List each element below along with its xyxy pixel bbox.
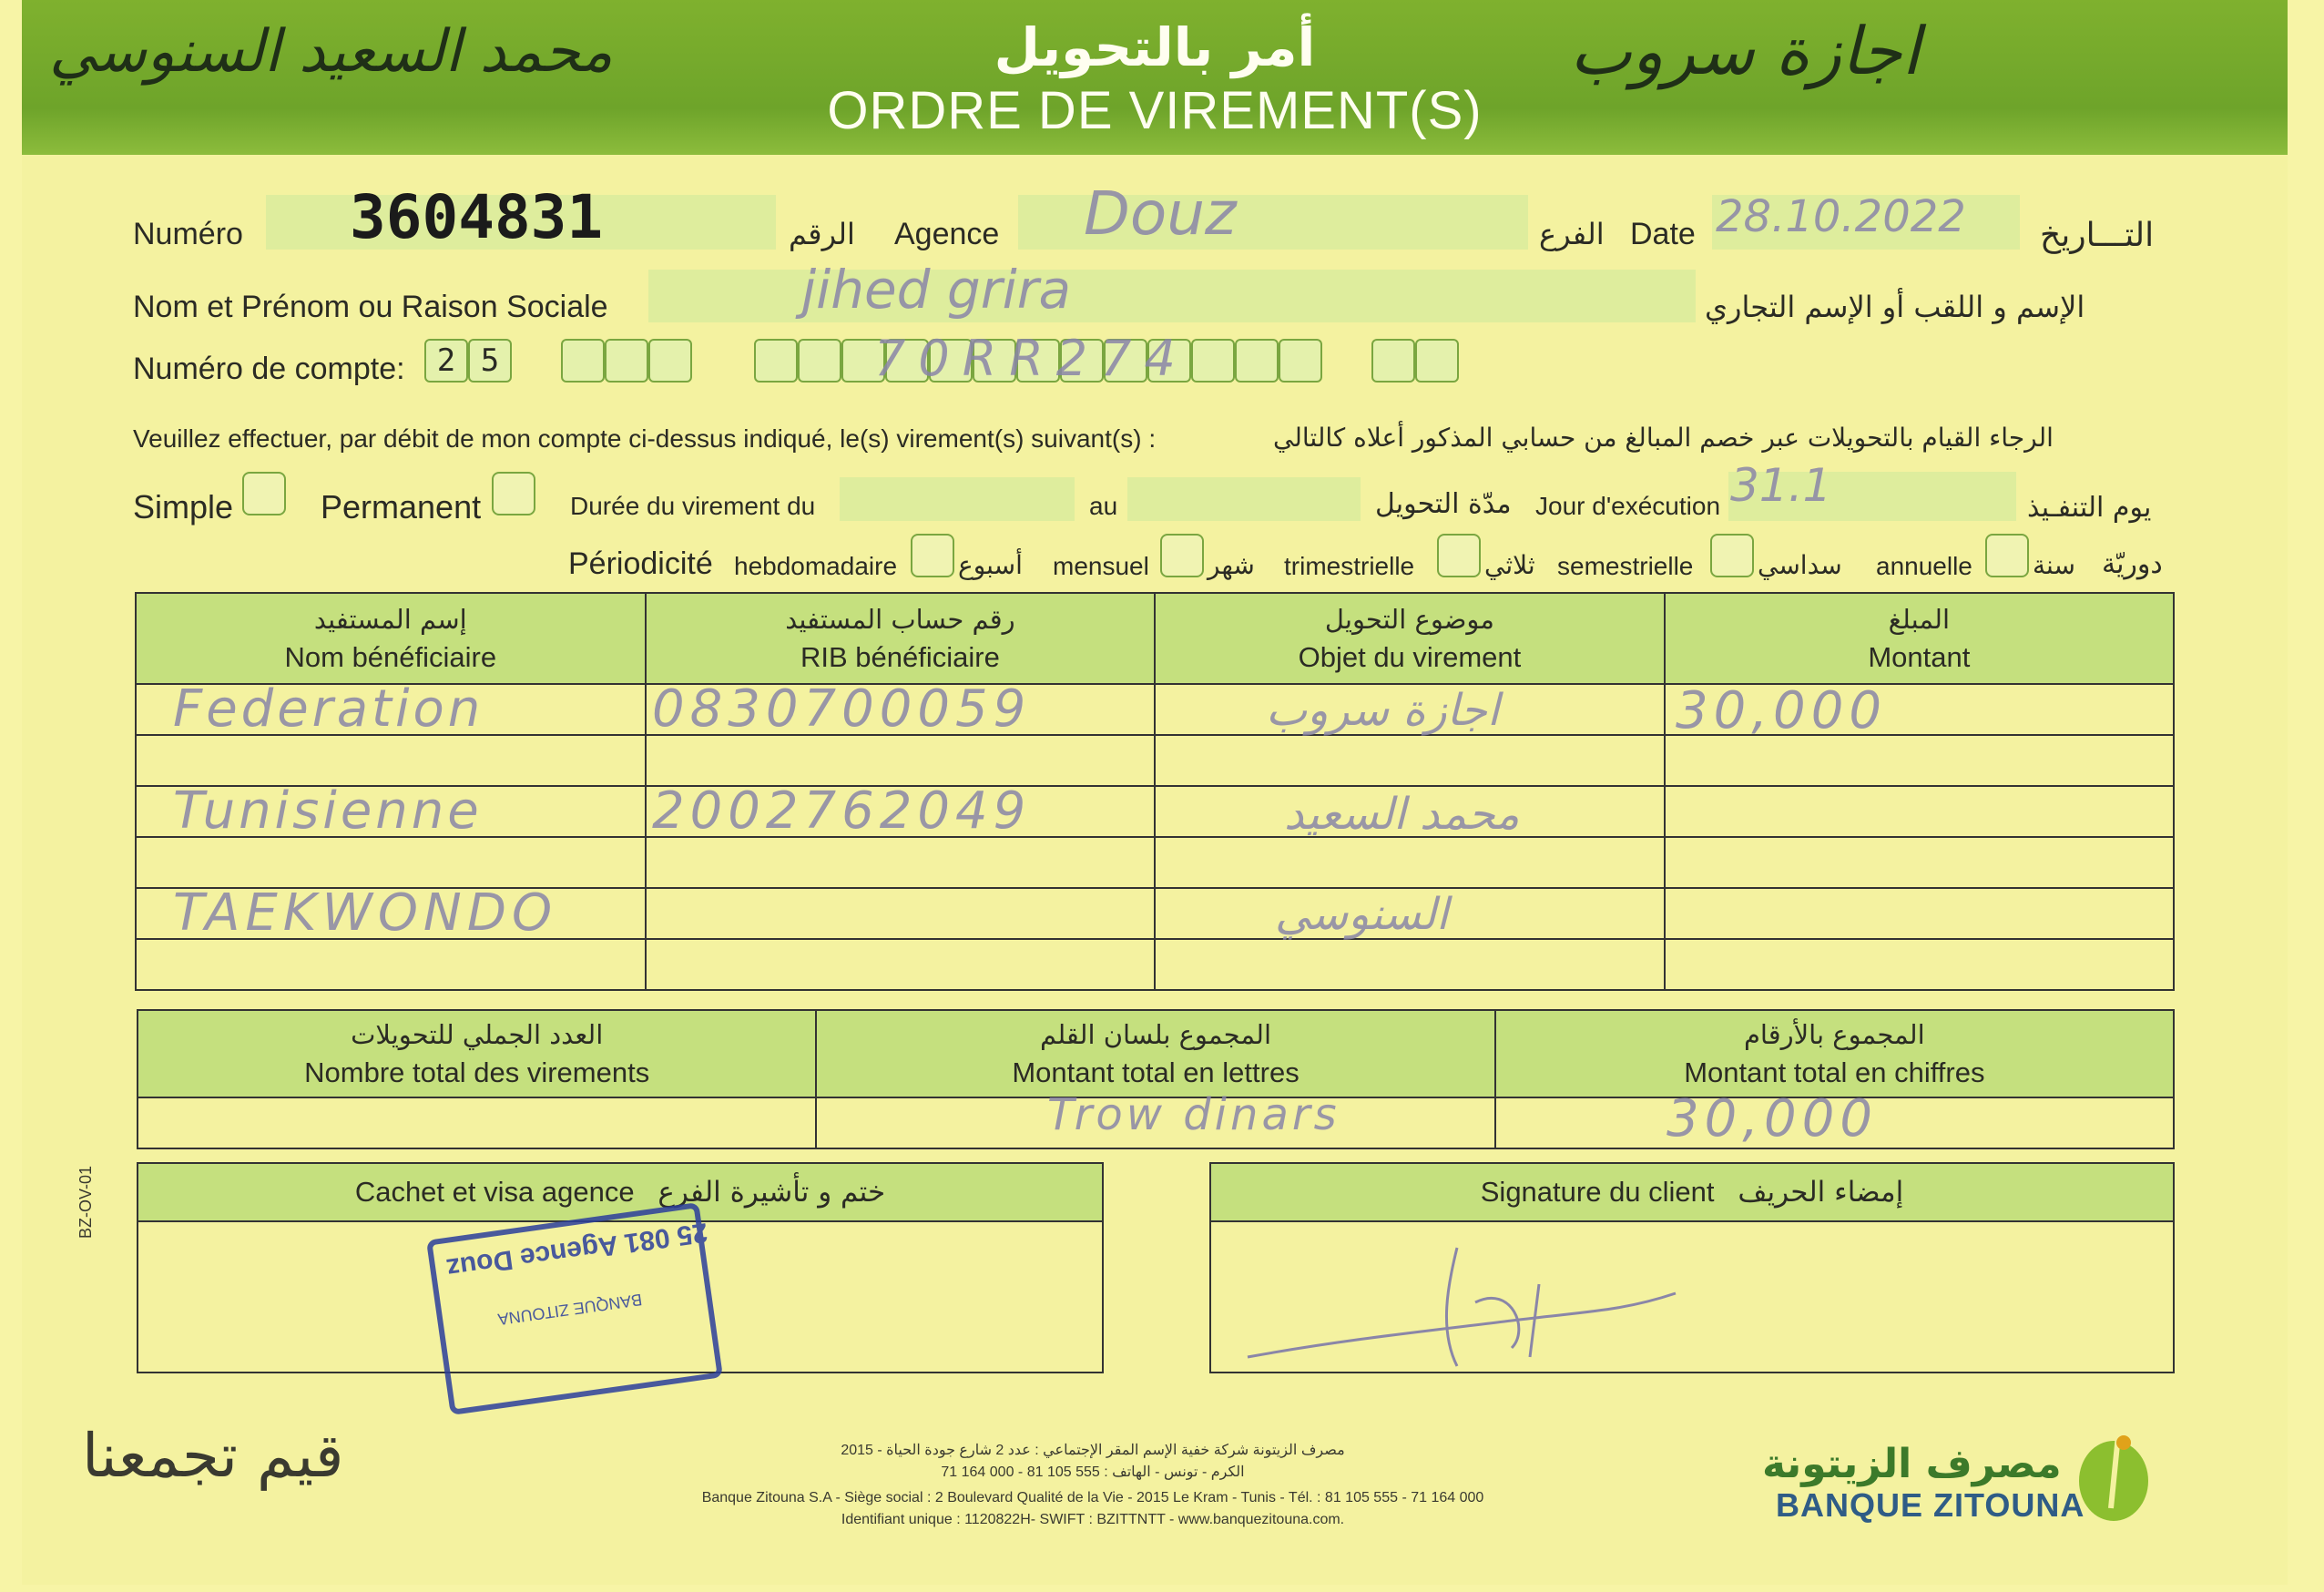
- col-header-objet: [1155, 593, 1664, 684]
- form-code: BZ-OV-01: [76, 1165, 95, 1239]
- compte-digit-19[interactable]: [1371, 339, 1415, 383]
- title-french: ORDRE DE VIREMENT(S): [827, 81, 1483, 140]
- compte-digit-3[interactable]: [561, 339, 605, 383]
- duree-from-field[interactable]: [840, 477, 1075, 521]
- cell[interactable]: [1665, 735, 2174, 786]
- tarikh-label-ar: التـــاريخ: [2040, 217, 2155, 254]
- signature-label-fr: Signature du client: [1480, 1176, 1715, 1208]
- nom-handwritten: jihed grira: [801, 259, 1072, 321]
- dawriya-label-ar: دوريّة: [2102, 548, 2163, 580]
- cachet-label-fr: Cachet et visa agence: [354, 1176, 635, 1208]
- rib-line-2: 2002762049: [652, 781, 1032, 841]
- mensuel-label-ar: شهر: [1208, 550, 1255, 580]
- trim-label: trimestrielle: [1284, 552, 1415, 580]
- title-arabic: أمر بالتحويل: [994, 16, 1316, 78]
- fara-label-ar: الفرع: [1539, 217, 1605, 251]
- agence-handwritten: Douz: [1084, 179, 1237, 249]
- cell[interactable]: [1665, 939, 2174, 990]
- simple-label: Simple: [133, 488, 234, 526]
- rib-line-1: 0830700059: [652, 679, 1032, 739]
- date-label: Date: [1630, 217, 1696, 251]
- jour-exec-label: Jour d'exécution: [1535, 492, 1721, 520]
- numero-value: 3604831: [350, 182, 604, 252]
- annuelle-label-ar: سنة: [2033, 550, 2075, 580]
- form-header: [22, 0, 2288, 155]
- cell[interactable]: [136, 837, 646, 888]
- compte-handwritten: 70RR274: [874, 330, 1188, 387]
- objet-line-1: اجازة سروب: [1266, 685, 1500, 736]
- cell[interactable]: [136, 939, 646, 990]
- compte-digit-17[interactable]: [1235, 339, 1279, 383]
- annuelle-checkbox[interactable]: [1985, 534, 2029, 577]
- total-digits-handwritten: 30,000: [1667, 1089, 1878, 1148]
- brand-name-fr: BANQUE ZITOUNA: [1776, 1486, 2085, 1524]
- sem-label: semestrielle: [1557, 552, 1694, 580]
- total-letters-header-ar: المجموع بلسان القلم: [1040, 1019, 1272, 1050]
- cell[interactable]: [646, 939, 1156, 990]
- agence-label: Agence: [894, 217, 1000, 251]
- slogan-calligraphy: قيم تجمعنا: [82, 1421, 344, 1491]
- instruction-fr: Veuillez effectuer, par débit de mon compte ci-dessus indiqué, le(s) virement(s) suivant(s) :: [133, 424, 1157, 453]
- yawm-label-ar: يوم التنفـيذ: [2027, 492, 2152, 524]
- compte-digit-6[interactable]: [754, 339, 798, 383]
- cell[interactable]: [646, 837, 1156, 888]
- table-row: [136, 939, 2174, 990]
- brand-name-ar: مصرف الزيتونة: [1762, 1441, 2062, 1487]
- cell[interactable]: [646, 888, 1156, 939]
- trim-label-ar: ثلاثي: [1484, 550, 1535, 580]
- permanent-checkbox[interactable]: [492, 472, 535, 515]
- simple-checkbox[interactable]: [242, 472, 286, 515]
- signature-label-ar: إمضاء الحريف: [1738, 1176, 1904, 1209]
- sem-label-ar: سداسي: [1758, 550, 1842, 580]
- table-row: [136, 735, 2174, 786]
- mensuel-label: mensuel: [1053, 552, 1149, 580]
- cell[interactable]: [1665, 837, 2174, 888]
- cachet-label-ar: ختم و تأشيرة الفرع: [657, 1176, 886, 1209]
- numero-label: Numéro: [133, 217, 243, 251]
- beneficiary-line-2: Tunisienne: [173, 781, 483, 841]
- col-header-nom-ar: إسم المستفيد: [313, 604, 467, 635]
- compte-digit-18[interactable]: [1279, 339, 1322, 383]
- col-header-rib-fr: RIB bénéficiaire: [800, 641, 1000, 673]
- nom-label: Nom et Prénom ou Raison Sociale: [133, 290, 608, 324]
- cell[interactable]: [1665, 786, 2174, 837]
- total-count-cell[interactable]: [138, 1097, 816, 1148]
- compte-digit-20[interactable]: [1415, 339, 1459, 383]
- jour-exec-handwritten: 31.1: [1730, 459, 1832, 512]
- total-count-header-ar: العدد الجملي للتحويلات: [351, 1019, 604, 1050]
- date-handwritten: 28.10.2022: [1716, 191, 1966, 242]
- col-header-rib: [646, 593, 1156, 684]
- total-digits-header-ar: المجموع بالأرقام: [1743, 1019, 1925, 1050]
- col-header-montant-fr: Montant: [1868, 641, 1971, 673]
- montant-line-1: 30,000: [1676, 681, 1887, 740]
- compte-digit-2-value: 5: [480, 342, 500, 379]
- cell[interactable]: [646, 735, 1156, 786]
- table-row: [136, 837, 2174, 888]
- signature-header: [1210, 1163, 2174, 1221]
- instruction-ar: الرجاء القيام بالتحويلات عبر خصم المبالغ من حسابي المذكور أعلاه كالتالي: [1273, 423, 2054, 453]
- cell[interactable]: [1665, 888, 2174, 939]
- footer-fr-line-1: Banque Zitouna S.A - Siège social : 2 Boulevard Qualité de la Vie - 2015 Le Kram - Tunis - Tél. : 81 105 555 - 71 164 000: [701, 1490, 1484, 1505]
- handwritten-note-top-right: اجازة سروب: [1570, 13, 1921, 89]
- col-header-montant-ar: المبلغ: [1888, 604, 1951, 635]
- compte-digit-16[interactable]: [1191, 339, 1235, 383]
- stamp-bank-text: BANQUE ZITOUNA: [496, 1290, 644, 1329]
- stamp-agency-text: 25 081 Agence Douz: [444, 1217, 709, 1283]
- compte-digit-4[interactable]: [605, 339, 648, 383]
- client-signature-mark: [1238, 1230, 1712, 1384]
- mensuel-checkbox[interactable]: [1160, 534, 1204, 577]
- total-digits-header: [1495, 1010, 2174, 1097]
- total-letters-handwritten: Trow dinars: [1047, 1089, 1340, 1140]
- compte-digit-7[interactable]: [798, 339, 841, 383]
- cell[interactable]: [1155, 735, 1664, 786]
- duree-label: Durée du virement du: [570, 492, 816, 520]
- objet-line-3: السنوسي: [1275, 889, 1449, 940]
- col-header-rib-ar: رقم حساب المستفيد: [785, 604, 1015, 635]
- compte-digit-5[interactable]: [648, 339, 692, 383]
- compte-digit-1[interactable]: [424, 339, 468, 383]
- au-label: au: [1089, 492, 1118, 520]
- cell[interactable]: [136, 735, 646, 786]
- col-header-objet-fr: Objet du virement: [1298, 641, 1522, 673]
- permanent-label: Permanent: [321, 488, 482, 526]
- total-digits-header-fr: Montant total en chiffres: [1684, 1056, 1985, 1088]
- hebdo-label: hebdomadaire: [734, 552, 898, 580]
- col-header-objet-ar: موضوع التحويل: [1324, 604, 1494, 635]
- sem-checkbox[interactable]: [1710, 534, 1754, 577]
- footer-ar-line-1: مصرف الزيتونة شركة خفية الإسم المقر الإجتماعي : عدد 2 شارع جودة الحياة - 2015: [841, 1443, 1345, 1458]
- footer-ar-line-2: الكرم - تونس - الهاتف : 555 105 81 - 000 164 71: [941, 1464, 1245, 1480]
- cell[interactable]: [1155, 939, 1664, 990]
- zitouna-leaf-icon: [2064, 1426, 2164, 1526]
- compte-digit-2[interactable]: [468, 339, 512, 383]
- total-count-header-fr: Nombre total des virements: [304, 1056, 650, 1088]
- hebdo-label-ar: أسبوع: [958, 550, 1023, 580]
- total-letters-header-fr: Montant total en lettres: [1012, 1056, 1300, 1088]
- annuelle-label: annuelle: [1876, 552, 1972, 580]
- trim-checkbox[interactable]: [1437, 534, 1481, 577]
- compte-label: Numéro de compte:: [133, 352, 405, 386]
- total-count-header: [138, 1010, 816, 1097]
- cell[interactable]: [1155, 837, 1664, 888]
- compte-digit-1-value: 2: [436, 342, 456, 379]
- mudda-label-ar: مدّة التحويل: [1375, 488, 1512, 520]
- objet-line-2: محمد السعيد: [1284, 789, 1520, 840]
- col-header-montant: [1665, 593, 2174, 684]
- col-header-nom: [136, 593, 646, 684]
- nom-label-ar: الإسم و اللقب أو الإسم التجاري: [1705, 290, 2085, 324]
- beneficiary-line-1: Federation: [173, 679, 484, 739]
- raqm-label-ar: الرقم: [789, 217, 855, 251]
- periodicite-label: Périodicité: [568, 546, 713, 581]
- col-header-nom-fr: Nom bénéficiaire: [284, 641, 497, 673]
- beneficiary-line-3: TAEKWONDO: [173, 883, 558, 943]
- handwritten-name-top-left: محمد السعيد السنوسي: [49, 18, 613, 86]
- hebdo-checkbox[interactable]: [911, 534, 954, 577]
- total-letters-header: [816, 1010, 1494, 1097]
- duree-to-field[interactable]: [1127, 477, 1361, 521]
- footer-fr-line-2: Identifiant unique : 1120822H- SWIFT : BZITTNTT - www.banquezitouna.com.: [841, 1512, 1345, 1527]
